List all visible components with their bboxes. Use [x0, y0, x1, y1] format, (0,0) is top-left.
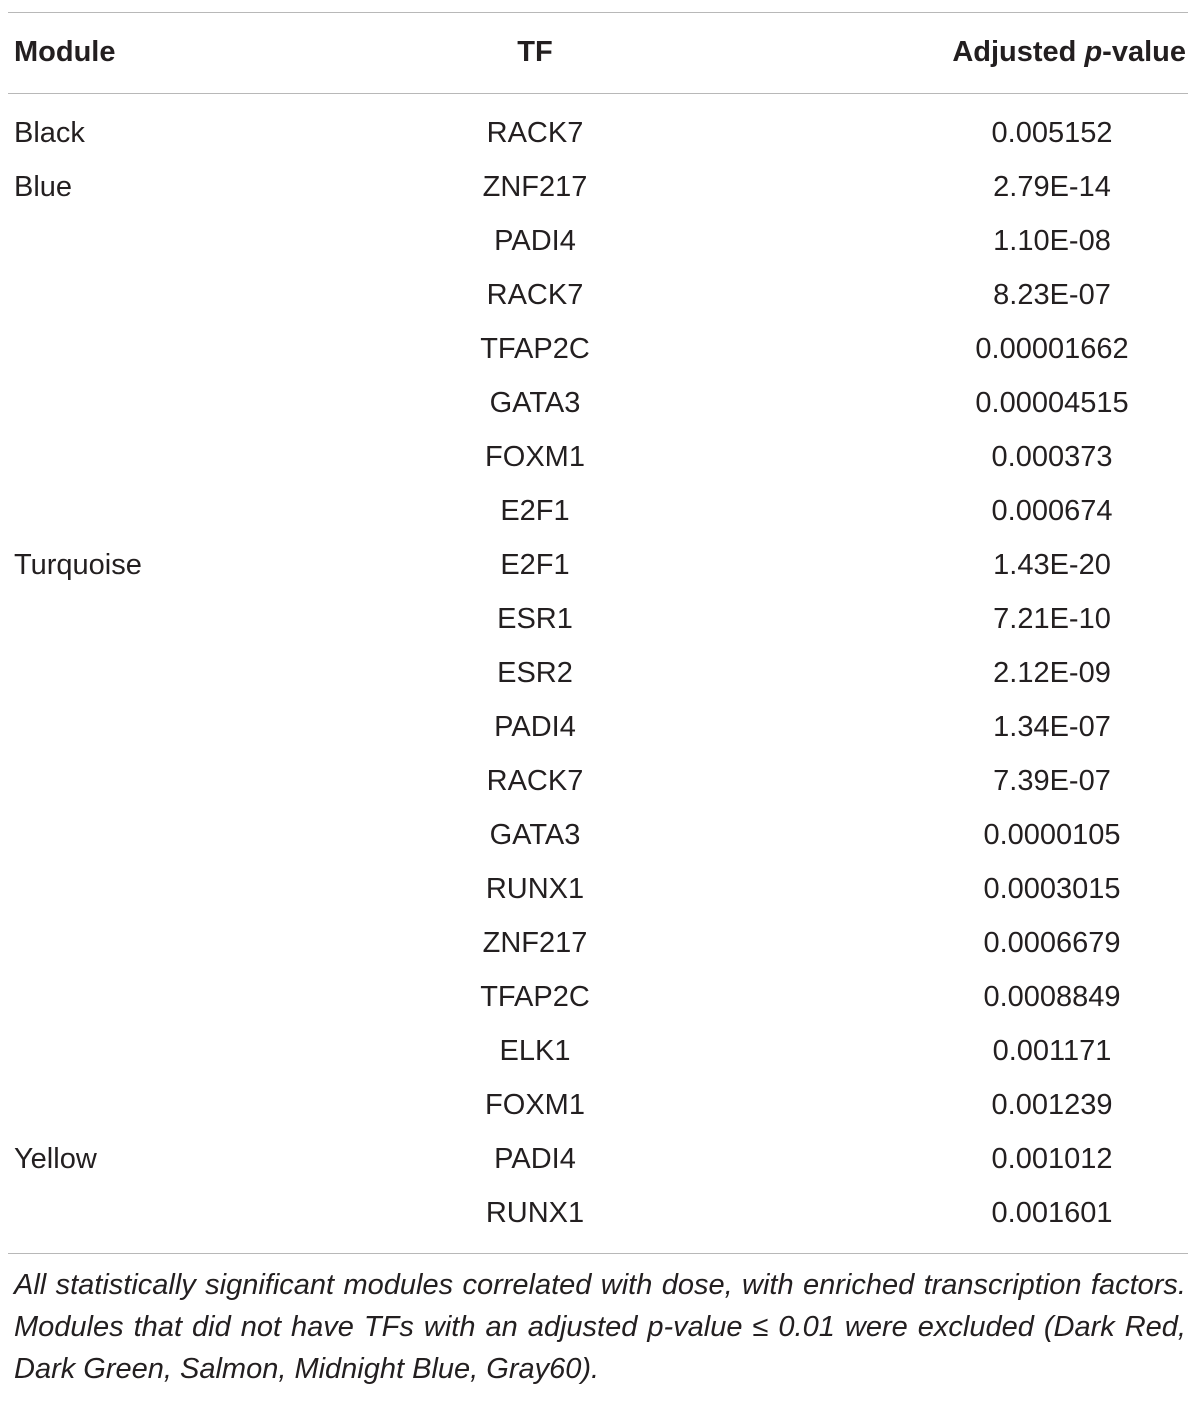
- cell-module: Black: [14, 117, 85, 149]
- table-row: [0, 646, 1200, 700]
- cell-tf: GATA3: [489, 387, 581, 419]
- table-row: [0, 808, 1200, 862]
- table-top-rule: [8, 12, 1188, 13]
- table-row: [0, 700, 1200, 754]
- table-row: [0, 322, 1200, 376]
- cell-tf: TFAP2C: [480, 981, 590, 1013]
- cell-tf: ESR1: [497, 603, 573, 635]
- cell-p-value: 0.001012: [991, 1143, 1113, 1175]
- cell-p-value: 0.000373: [991, 441, 1113, 473]
- header-p-suffix: -value: [1102, 36, 1186, 68]
- table-row: [0, 268, 1200, 322]
- table-body: [0, 106, 1200, 1240]
- cell-tf: ELK1: [499, 1035, 571, 1067]
- cell-p-value: 0.00001662: [975, 333, 1129, 365]
- header-adjusted-p-value: [952, 32, 1186, 72]
- cell-p-value: 0.001239: [991, 1089, 1113, 1121]
- cell-tf: PADI4: [494, 711, 576, 743]
- cell-tf: PADI4: [494, 1143, 576, 1175]
- table-row: [0, 214, 1200, 268]
- table-footnote: All statistically significant modules correlated with dose, with enriched transcription factors. Modules that did not have TFs with an adjusted p-value ≤ 0.01 were excluded (Dark Red, Dark Green, Salmon, Midnight Blue, Gray60).: [14, 1269, 1186, 1385]
- header-tf: TF: [517, 36, 553, 68]
- cell-p-value: 0.00004515: [975, 387, 1129, 419]
- table-row: [0, 916, 1200, 970]
- cell-module: Turquoise: [14, 549, 142, 581]
- cell-tf: FOXM1: [485, 441, 585, 473]
- table-row: [0, 1186, 1200, 1240]
- table-row: [0, 970, 1200, 1024]
- cell-tf: RACK7: [486, 117, 584, 149]
- cell-tf: E2F1: [500, 495, 570, 527]
- cell-tf: GATA3: [489, 819, 581, 851]
- header-p-prefix: Adjusted: [952, 36, 1085, 68]
- cell-p-value: 8.23E-07: [993, 279, 1111, 311]
- cell-module: Blue: [14, 171, 73, 203]
- cell-module: Yellow: [14, 1143, 97, 1175]
- cell-tf: TFAP2C: [480, 333, 590, 365]
- table-row: [0, 1024, 1200, 1078]
- cell-p-value: 7.39E-07: [993, 765, 1111, 797]
- header-p-italic: p: [1084, 36, 1103, 68]
- table-bottom-rule: [8, 1253, 1188, 1254]
- table-row: [0, 484, 1200, 538]
- table-row: [0, 754, 1200, 808]
- cell-p-value: 7.21E-10: [993, 603, 1111, 635]
- header-rule: [8, 93, 1188, 94]
- cell-p-value: 0.0000105: [983, 819, 1121, 851]
- cell-tf: ESR2: [497, 657, 573, 689]
- table-row: [0, 1078, 1200, 1132]
- cell-p-value: 1.10E-08: [993, 225, 1111, 257]
- cell-p-value: 0.005152: [991, 117, 1113, 149]
- table-row: [0, 592, 1200, 646]
- table-row: [0, 1132, 1200, 1186]
- cell-p-value: 0.0008849: [983, 981, 1121, 1013]
- cell-tf: E2F1: [500, 549, 570, 581]
- cell-p-value: 1.43E-20: [993, 549, 1111, 581]
- table-row: [0, 538, 1200, 592]
- cell-tf: ZNF217: [482, 927, 588, 959]
- cell-tf: FOXM1: [485, 1089, 585, 1121]
- table-row: [0, 160, 1200, 214]
- cell-p-value: 1.34E-07: [993, 711, 1111, 743]
- cell-tf: RUNX1: [485, 1197, 585, 1229]
- cell-p-value: 0.0006679: [983, 927, 1121, 959]
- cell-p-value: 0.0003015: [983, 873, 1121, 905]
- table-header-row: [0, 32, 1200, 72]
- header-module: Module: [14, 36, 116, 68]
- cell-tf: PADI4: [494, 225, 576, 257]
- table-row: [0, 430, 1200, 484]
- cell-tf: RACK7: [486, 279, 584, 311]
- table-row: [0, 376, 1200, 430]
- cell-tf: RUNX1: [485, 873, 585, 905]
- cell-tf: RACK7: [486, 765, 584, 797]
- table-row: [0, 106, 1200, 160]
- cell-p-value: 0.000674: [991, 495, 1113, 527]
- cell-p-value: 0.001171: [992, 1035, 1112, 1067]
- cell-p-value: 2.12E-09: [993, 657, 1111, 689]
- cell-tf: ZNF217: [482, 171, 588, 203]
- table-row: [0, 862, 1200, 916]
- cell-p-value: 2.79E-14: [993, 171, 1111, 203]
- cell-p-value: 0.001601: [991, 1197, 1113, 1229]
